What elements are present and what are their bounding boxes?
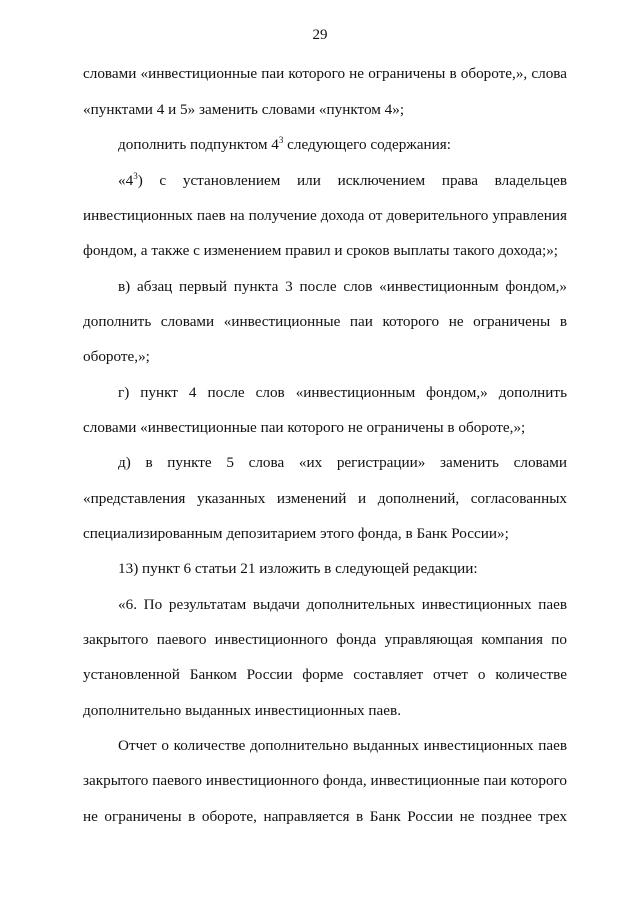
superscript: 3	[278, 135, 284, 145]
text-line: дополнить словами «инвестиционные паи которого не ограничены в	[83, 313, 567, 330]
text-line: «6. По результатам выдачи дополнительных инвестиционных паев	[118, 596, 567, 613]
text-line: специализированным депозитарием этого фонда, в Банк России»;	[83, 525, 509, 542]
text-line: обороте,»;	[83, 348, 150, 365]
text-line: Отчет о количестве дополнительно выданных инвестиционных паев	[118, 737, 567, 754]
superscript: 3	[133, 171, 138, 181]
text-line: дополнительно выданных инвестиционных паев.	[83, 702, 402, 719]
text-line: не ограничены в обороте, направляется в Банк России не позднее трех	[83, 808, 567, 825]
text-fragment: ) с установлением или исключением права владельцев	[137, 172, 567, 189]
text-line: фондом, а также с изменением правил и сроков выплаты такого дохода;»;	[83, 242, 559, 259]
text-line: г) пункт 4 после слов «инвестиционным фондом,» дополнить	[118, 384, 567, 401]
text-line: словами «инвестиционные паи которого не ограничены в обороте,»;	[83, 419, 526, 436]
text-line: закрытого паевого инвестиционного фонда управляющая компания по	[83, 631, 567, 648]
text-line: инвестиционных паев на получение дохода от доверительного управления	[83, 207, 567, 224]
text-line: установленной Банком России форме составляет отчет о количестве	[83, 666, 567, 683]
text-line: закрытого паевого инвестиционного фонда, инвестиционные паи которого	[83, 772, 567, 789]
text-line: «пунктами 4 и 5» заменить словами «пунктом 4»;	[83, 101, 405, 118]
text-line: словами «инвестиционные паи которого не ограничены в обороте,», слова	[83, 65, 567, 82]
text-fragment: «4	[118, 172, 134, 189]
text-fragment: следующего содержания:	[283, 136, 451, 153]
page-number: 29	[312, 27, 328, 43]
text-line: «представления указанных изменений и дополнений, согласованных	[83, 490, 567, 507]
text-line-with-superscript	[118, 171, 567, 191]
text-fragment: дополнить подпунктом 4	[118, 136, 279, 153]
text-line-with-superscript	[118, 135, 567, 155]
text-line: в) абзац первый пункта 3 после слов «инвестиционным фондом,»	[118, 278, 567, 295]
text-line: 13) пункт 6 статьи 21 изложить в следующей редакции:	[118, 560, 478, 577]
text-line: д) в пункте 5 слова «их регистрации» заменить словами	[118, 454, 567, 471]
